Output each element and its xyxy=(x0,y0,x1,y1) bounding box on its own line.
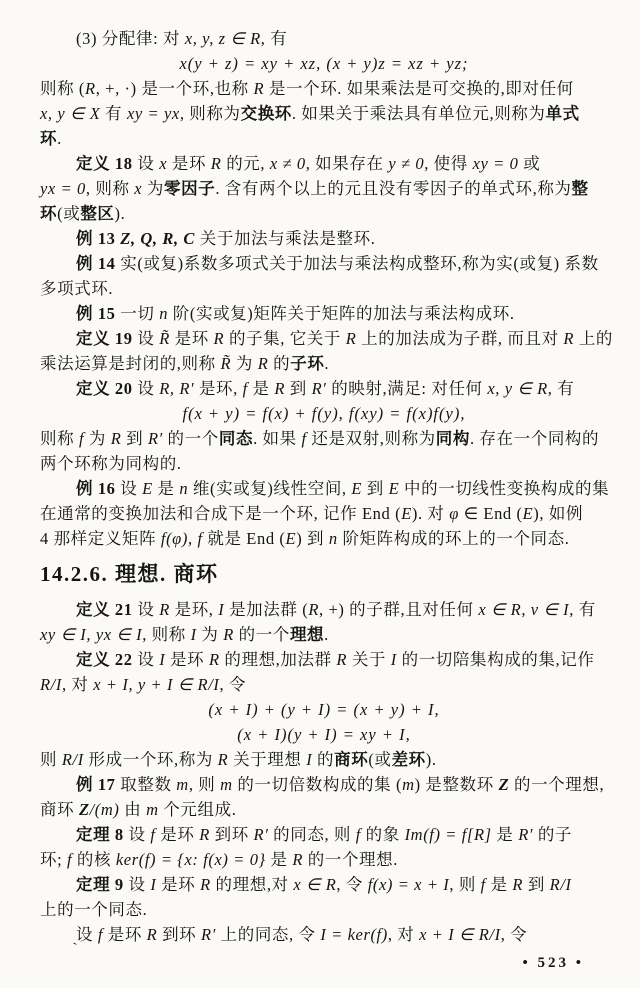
math-text: f xyxy=(97,925,104,944)
formula-line xyxy=(40,401,608,426)
body-text: 是环, xyxy=(169,600,219,619)
body-text: 的理想,对 xyxy=(210,875,294,894)
text-line xyxy=(40,151,608,176)
math-text: R/I xyxy=(61,750,84,769)
body-text: 的象 xyxy=(360,825,405,844)
math-text: R xyxy=(336,650,348,669)
body-text: 阶矩阵构成的环上的一个同态. xyxy=(337,529,570,548)
body-text: 是 xyxy=(247,379,275,398)
body-text: 关于加法与乘法是整环. xyxy=(195,229,376,248)
body-text: (或 xyxy=(57,204,81,223)
math-text: f xyxy=(242,379,248,398)
body-text: . 含有两个以上的元且没有零因子的单式环,称为 xyxy=(215,179,572,198)
math-text: m xyxy=(146,800,159,819)
body-text: 例 17 xyxy=(76,775,116,794)
body-text: , 则称 xyxy=(85,179,135,198)
body-text: ∈ End ( xyxy=(458,504,523,523)
body-text: 定义 22 xyxy=(76,650,133,669)
text-line xyxy=(40,326,614,351)
math-text: R xyxy=(563,329,575,348)
text-line xyxy=(40,822,608,847)
body-text: , 令 xyxy=(219,675,247,694)
math-text: I xyxy=(159,650,166,669)
math-text: Z xyxy=(78,800,90,819)
math-text: R xyxy=(159,600,170,619)
math-text: φ xyxy=(449,504,459,523)
body-text: 由 xyxy=(119,800,147,819)
scan-artifact-mark: ` xyxy=(71,940,81,958)
math-text: E xyxy=(285,529,297,548)
body-text: 环 xyxy=(40,129,58,148)
body-text: 的一个 xyxy=(233,625,290,644)
math-text: /(m) xyxy=(89,800,120,819)
math-text: I xyxy=(306,750,313,769)
body-text: 4 那样定义矩阵 xyxy=(40,529,161,548)
math-text: R xyxy=(257,354,269,373)
body-text: 同态 xyxy=(218,429,254,448)
body-text: , 有 xyxy=(260,29,288,48)
body-text: 的一切倍数构成的集 ( xyxy=(232,775,403,794)
body-text: 的元, xyxy=(221,154,270,173)
text-line xyxy=(40,872,608,897)
body-text: . 存在一个同构的 xyxy=(469,429,600,448)
body-text: 整 xyxy=(571,179,589,198)
math-text: n xyxy=(159,304,169,323)
body-text: , 则 xyxy=(188,775,221,794)
body-text: (或 xyxy=(368,750,392,769)
math-text: I xyxy=(218,600,225,619)
math-text: x, y, z ∈ R xyxy=(184,29,261,48)
text-line xyxy=(40,847,608,872)
text-line xyxy=(40,376,608,401)
body-text: 设 xyxy=(123,875,151,894)
math-text: R xyxy=(199,825,210,844)
math-text: Z, Q, R, C xyxy=(120,229,196,248)
body-text: 是环 xyxy=(103,925,147,944)
math-text: R xyxy=(308,600,319,619)
body-text: 是环 xyxy=(169,329,214,348)
body-text: 为 xyxy=(231,354,258,373)
math-text: m xyxy=(220,775,233,794)
math-text: Z xyxy=(498,775,510,794)
math-text: x ∈ R, v ∈ I xyxy=(478,600,570,619)
body-text: , 则称为 xyxy=(179,104,241,123)
math-text: y ≠ 0 xyxy=(388,154,425,173)
math-text: R, R′ xyxy=(159,379,195,398)
text-line xyxy=(40,922,608,947)
page-content xyxy=(40,26,614,947)
body-text: 的 xyxy=(268,354,291,373)
math-text: f xyxy=(67,850,73,869)
text-line xyxy=(40,526,608,551)
body-text: 是 xyxy=(485,875,513,894)
body-text: 阶(实或复)矩阵关于矩阵的加法与乘法构成环. xyxy=(168,304,515,323)
body-text: 例 15 xyxy=(76,304,116,323)
math-text: x(y + z) = xy + xz, (x + y)z = xz + yz; xyxy=(179,54,469,73)
body-text: 同构 xyxy=(435,429,470,448)
body-text: 是环 xyxy=(156,875,201,894)
math-text: f(φ), f xyxy=(160,529,203,548)
math-text: R′ xyxy=(253,825,269,844)
body-text: 维(实或复)线性空间, xyxy=(188,479,352,498)
body-text: 差环 xyxy=(391,750,426,769)
math-text: R xyxy=(210,154,222,173)
math-text: R xyxy=(512,875,524,894)
body-text: 定义 20 xyxy=(76,379,133,398)
text-line xyxy=(40,622,608,647)
math-text: R xyxy=(200,875,211,894)
text-line xyxy=(40,101,608,126)
body-text: , 则 xyxy=(449,875,481,894)
math-text: E xyxy=(388,479,400,498)
body-text: 设 xyxy=(76,925,98,944)
math-text: R′ xyxy=(147,429,163,448)
math-text: f xyxy=(480,875,486,894)
body-text: 或 xyxy=(518,154,541,173)
body-text: ) 是整数环 xyxy=(414,775,499,794)
body-text: , +) 的子群,且对任何 xyxy=(319,600,479,619)
math-text: R/I xyxy=(549,875,572,894)
math-text: R′ xyxy=(311,379,327,398)
math-text: R xyxy=(274,379,286,398)
body-text: 关于理想 xyxy=(228,750,307,769)
body-text: 是一个环. 如果乘法是可交换的,即对任何 xyxy=(264,79,574,98)
body-text: 上的 xyxy=(574,329,614,348)
body-text: 设 xyxy=(123,825,151,844)
body-text: 则称 ( xyxy=(40,79,86,98)
body-text: 到环 xyxy=(157,925,202,944)
math-text: Im(f) = f[R] xyxy=(404,825,492,844)
body-text: ), 如例 xyxy=(533,504,584,523)
text-line xyxy=(40,897,608,922)
body-text: 则 xyxy=(40,750,62,769)
body-text: 多项式环. xyxy=(40,279,114,298)
body-text: 两个环称为同构的. xyxy=(40,454,182,473)
math-text: R xyxy=(208,650,220,669)
body-text: 在通常的变换加法和合成下是一个环, 记作 End ( xyxy=(40,504,402,523)
body-text: 到 xyxy=(362,479,389,498)
body-text: 是 xyxy=(265,850,293,869)
body-text: 还是双射,则称为 xyxy=(306,429,436,448)
body-text: 理想 xyxy=(289,625,325,644)
body-text: 为 xyxy=(196,625,224,644)
formula-line xyxy=(40,697,608,722)
body-text: , 使得 xyxy=(424,154,473,173)
body-text: 的子 xyxy=(533,825,573,844)
body-text: 商环 xyxy=(334,750,369,769)
math-text: R xyxy=(292,850,304,869)
math-text: I xyxy=(190,625,197,644)
math-text: R xyxy=(213,329,225,348)
body-text: 是 xyxy=(152,479,180,498)
math-text: E xyxy=(401,504,412,523)
body-text: 设 xyxy=(132,600,160,619)
body-text: 整区 xyxy=(80,204,115,223)
math-text: R′ xyxy=(201,925,216,944)
math-text: ker(f) = {x: f(x) = 0} xyxy=(115,850,266,869)
math-text: x, y ∈ R xyxy=(487,379,548,398)
body-text: 设 xyxy=(132,650,160,669)
body-text: 为 xyxy=(84,429,111,448)
body-text: ). xyxy=(114,204,126,223)
math-text: n xyxy=(328,529,338,548)
math-text: R̃ xyxy=(220,354,232,373)
body-text: , 如果存在 xyxy=(305,154,389,173)
text-line xyxy=(40,797,608,822)
body-text: 的一个理想. xyxy=(303,850,398,869)
text-line xyxy=(40,426,608,451)
math-text: E xyxy=(142,479,153,498)
body-text: 有 xyxy=(100,104,127,123)
math-text: xy = 0 xyxy=(472,154,519,173)
math-text: xy ∈ I, yx ∈ I xyxy=(40,625,143,644)
body-text: , 令 xyxy=(500,925,528,944)
body-text: 到 xyxy=(285,379,312,398)
math-text: x + I, y + I ∈ R/I xyxy=(93,675,220,694)
body-text: 的同态, 则 xyxy=(268,825,356,844)
body-text: , 对 xyxy=(387,925,420,944)
body-text: 设 xyxy=(132,154,160,173)
math-text: R xyxy=(217,750,229,769)
section-heading xyxy=(40,559,608,589)
body-text: 中的一切线性变换构成的集 xyxy=(399,479,610,498)
body-text: 则称 xyxy=(40,429,79,448)
body-text: 上的一个同态. xyxy=(40,900,148,919)
page-number: • 523 • xyxy=(522,955,584,971)
body-text: . xyxy=(57,129,62,148)
body-text: 例 16 xyxy=(76,479,116,498)
body-text: 定理 8 xyxy=(76,825,124,844)
body-text: 单式 xyxy=(545,104,580,123)
body-text: 个元组成. xyxy=(158,800,237,819)
body-text: 到 xyxy=(121,429,148,448)
text-line xyxy=(40,647,608,672)
math-text: f(x + y) = f(x) + f(y), f(xy) = f(x)f(y), xyxy=(182,404,466,423)
body-text: . xyxy=(324,354,330,373)
body-text: ) 到 xyxy=(296,529,329,548)
body-text: 是 xyxy=(491,825,519,844)
text-line xyxy=(40,772,608,797)
body-text: 关于 xyxy=(347,650,391,669)
body-text: , 有 xyxy=(569,600,596,619)
text-line xyxy=(40,276,608,301)
math-text: I xyxy=(150,875,157,894)
body-text: 环; xyxy=(40,850,68,869)
body-text: 设 xyxy=(132,329,160,348)
math-text: E xyxy=(351,479,363,498)
body-text: 就是 End ( xyxy=(202,529,286,548)
body-text: 的理想,加法群 xyxy=(219,650,337,669)
text-line xyxy=(40,501,608,526)
text-line xyxy=(40,76,608,101)
text-line xyxy=(40,176,608,201)
math-text: f xyxy=(355,825,361,844)
body-text: . 如果关于乘法具有单位元,则称为 xyxy=(291,104,546,123)
math-text: R xyxy=(345,329,357,348)
body-text: 交换环 xyxy=(240,104,292,123)
body-text: . xyxy=(324,625,329,644)
body-text: 实(或复)系数多项式关于加法与乘法构成整环,称为实(或复) 系数 xyxy=(115,254,599,273)
math-text: x xyxy=(134,179,143,198)
body-text: 上的加法成为子群, 而且对 xyxy=(356,329,564,348)
body-text: 的一切陪集构成的集,记作 xyxy=(396,650,595,669)
body-text: 是环 xyxy=(155,825,200,844)
body-text: 的 xyxy=(312,750,335,769)
body-text: 的一个理想, xyxy=(509,775,605,794)
text-line xyxy=(40,451,608,476)
math-text: R xyxy=(85,79,96,98)
math-text: n xyxy=(179,479,189,498)
math-text: m xyxy=(176,775,189,794)
text-line xyxy=(40,201,608,226)
math-text: R xyxy=(223,625,234,644)
text-line xyxy=(40,301,608,326)
math-text: x, y ∈ X xyxy=(40,104,101,123)
body-text: , 则称 xyxy=(142,625,191,644)
body-text: 形成一个环,称为 xyxy=(83,750,218,769)
body-text: 的映射,满足: 对任何 xyxy=(326,379,488,398)
body-text: 是环 xyxy=(165,650,209,669)
body-text: 例 14 xyxy=(76,254,116,273)
body-text: ). xyxy=(425,750,437,769)
body-text: 定义 18 xyxy=(76,154,133,173)
body-text: 乘法运算是封闭的,则称 xyxy=(40,354,221,373)
text-line xyxy=(40,126,608,151)
body-text: 环 xyxy=(40,204,58,223)
body-text: ). 对 xyxy=(411,504,450,523)
text-line xyxy=(40,226,608,251)
text-line xyxy=(40,251,608,276)
math-text: x ≠ 0 xyxy=(269,154,306,173)
text-line xyxy=(40,597,608,622)
body-text: 的一个 xyxy=(162,429,219,448)
body-text: 定理 9 xyxy=(76,875,124,894)
body-text: . 如果 xyxy=(253,429,302,448)
math-text: E xyxy=(522,504,534,523)
math-text: m xyxy=(402,775,415,794)
math-text: x xyxy=(159,154,168,173)
text-line xyxy=(40,672,608,697)
math-text: R′ xyxy=(518,825,534,844)
text-line xyxy=(40,351,608,376)
body-text: , 令 xyxy=(336,875,368,894)
body-text: 商环 xyxy=(40,800,79,819)
body-text: 一切 xyxy=(115,304,160,323)
body-text: , 对 xyxy=(61,675,94,694)
body-text: 到环 xyxy=(209,825,254,844)
body-text: 例 13 xyxy=(76,229,116,248)
math-text: R xyxy=(146,925,158,944)
body-text: 定义 19 xyxy=(76,329,133,348)
math-text: x + I ∈ R/I xyxy=(419,925,501,944)
body-text: 定义 21 xyxy=(76,600,133,619)
math-text: f xyxy=(301,429,307,448)
math-text: R̃ xyxy=(159,329,170,348)
text-line xyxy=(40,747,608,772)
text-line xyxy=(40,26,608,51)
body-text: 14.2.6. 理想. 商环 xyxy=(40,562,219,586)
math-text: xy = yx xyxy=(126,104,180,123)
math-text: f xyxy=(150,825,156,844)
math-text: (x + I)(y + I) = xy + I, xyxy=(237,725,411,744)
body-text: 设 xyxy=(115,479,143,498)
body-text: 是环, xyxy=(194,379,243,398)
body-text: , +, ·) 是一个环,也称 xyxy=(95,79,254,98)
body-text: 的核 xyxy=(72,850,116,869)
math-text: f(x) = x + I xyxy=(367,875,450,894)
math-text: I xyxy=(390,650,397,669)
body-text: , 有 xyxy=(547,379,575,398)
formula-line xyxy=(40,51,608,76)
body-text: 到 xyxy=(523,875,550,894)
body-text: (3) 分配律: 对 xyxy=(76,29,185,48)
body-text: 设 xyxy=(132,379,160,398)
math-text: (x + I) + (y + I) = (x + y) + I, xyxy=(208,700,440,719)
body-text: 的子集, 它关于 xyxy=(224,329,346,348)
math-text: yx = 0 xyxy=(40,179,86,198)
math-text: I = ker(f) xyxy=(320,925,388,944)
math-text: R/I xyxy=(40,675,62,694)
formula-line xyxy=(40,722,608,747)
body-text: 取整数 xyxy=(115,775,177,794)
body-text: 子环 xyxy=(290,354,325,373)
body-text: 是加法群 ( xyxy=(224,600,309,619)
math-text: f xyxy=(78,429,85,448)
math-text: R xyxy=(253,79,265,98)
body-text: 上的同态, 令 xyxy=(215,925,321,944)
text-line xyxy=(40,476,608,501)
body-text: 零因子 xyxy=(164,179,216,198)
math-text: R xyxy=(110,429,122,448)
body-text: 为 xyxy=(142,179,165,198)
math-text: x ∈ R xyxy=(293,875,337,894)
body-text: 是环 xyxy=(167,154,211,173)
